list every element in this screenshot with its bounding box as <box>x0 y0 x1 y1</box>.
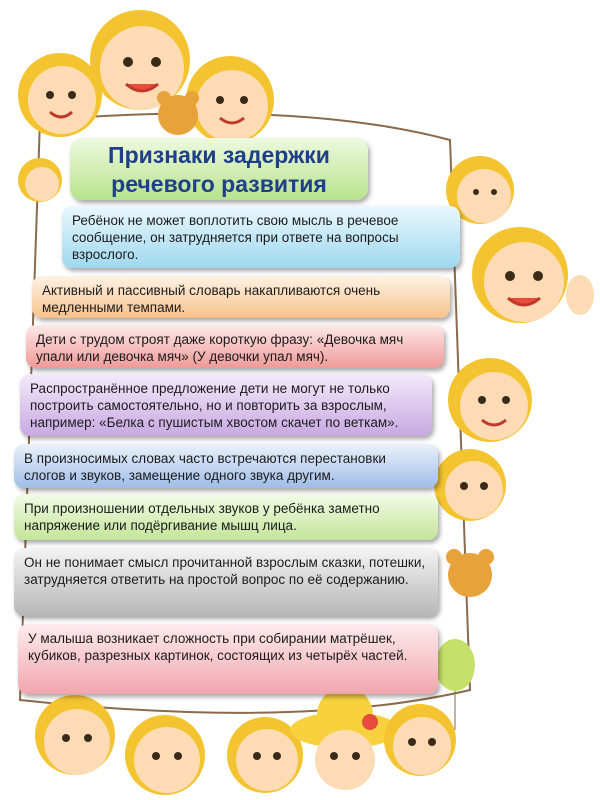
sign-card-1: Ребёнок не может воплотить свою мысль в речевое сообщение, он затрудняется при ответе на вопросы взрослого. <box>62 206 460 268</box>
page-title-line-1: Признаки задержки <box>108 142 330 168</box>
child-head-top-left <box>18 53 102 137</box>
page-title-line-2: речевого развития <box>111 171 327 197</box>
child-head-right-4 <box>434 449 506 521</box>
child-head-bottom-2 <box>125 715 205 795</box>
sign-card-5: В произносимых словах часто встречаются перестановки слогов и звуков, замещение одного звука другим. <box>14 444 438 488</box>
page-title <box>70 138 368 200</box>
child-head-top-right <box>186 56 274 144</box>
child-head-top-center <box>90 10 190 110</box>
sign-card-3: Дети с трудом строят даже короткую фразу: «Девочка мяч упали или девочка мяч» (У девочки упал мяч). <box>26 325 444 368</box>
child-head-bottom-1 <box>35 695 115 775</box>
waving-hand-icon <box>566 275 594 315</box>
child-head-right-3 <box>448 358 532 442</box>
sign-card-8: У малыша возникает сложность при собирании матрёшек, кубиков, разрезных картинок, состоящих из четырёх частей. <box>18 624 438 694</box>
sign-card-2: Активный и пассивный словарь накапливаются очень медленными темпами. <box>32 276 450 318</box>
child-head-left <box>18 158 62 202</box>
child-head-bottom-5 <box>384 704 456 776</box>
child-head-right-2 <box>472 227 568 323</box>
sign-card-7: Он не понимает смысл прочитанной взрослым сказки, потешки, затрудняется ответить на простой вопрос по её содержанию. <box>14 548 438 616</box>
sign-card-6: При произношении отдельных звуков у ребёнка заметно напряжение или подёргивание мышц лица. <box>14 494 438 540</box>
teddy-bear-icon <box>157 91 199 135</box>
sign-card-4: Распространённое предложение дети не могут не только построить самостоятельно, но и повторить за взрослым, например: «Белка с пушистым хвостом скачет по веткам». <box>20 374 432 436</box>
